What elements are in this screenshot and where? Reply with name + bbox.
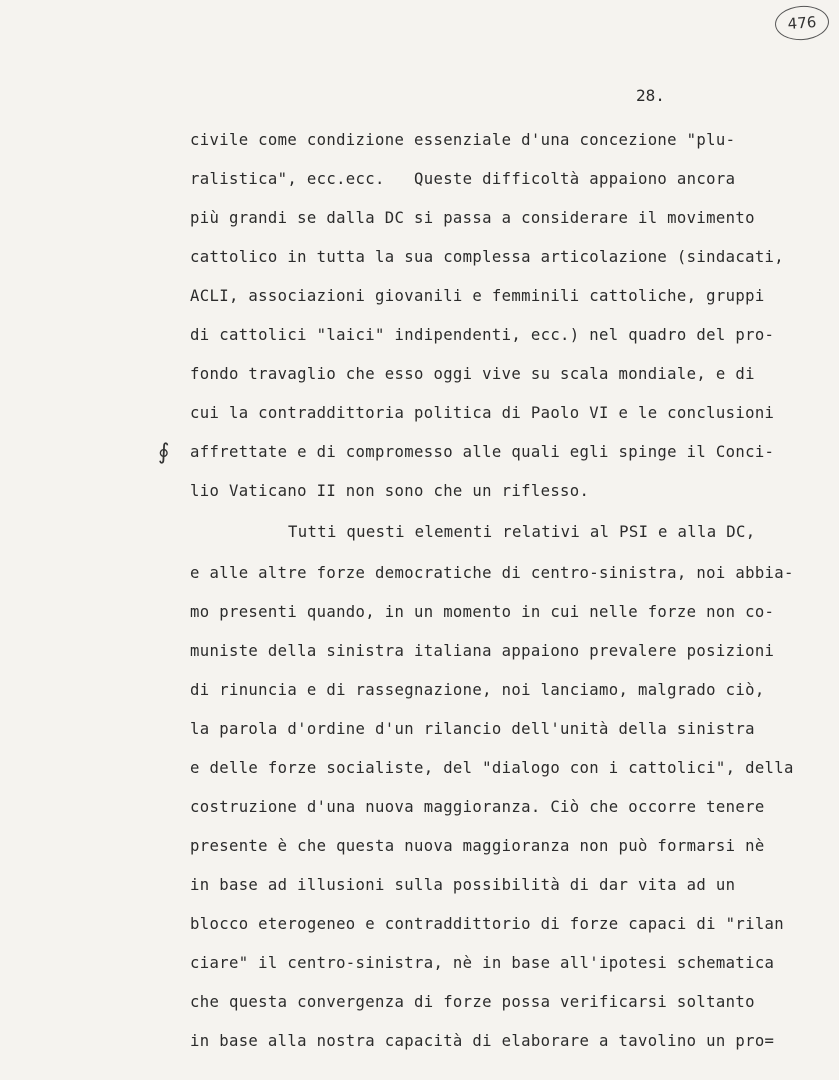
text-line: di cattolici "laici" indipendenti, ecc.) nel quadro del pro- <box>190 326 775 344</box>
text-line: ACLI, associazioni giovanili e femminili cattoliche, gruppi <box>190 287 765 305</box>
text-line: e alle altre forze democratiche di centro-sinistra, noi abbia- <box>190 564 794 582</box>
margin-annotation: ∮ <box>158 440 170 465</box>
text-line: fondo travaglio che esso oggi vive su scala mondiale, e di <box>190 365 755 383</box>
text-line: blocco eterogeneo e contraddittorio di forze capaci di "rilan <box>190 915 785 933</box>
text-line: costruzione d'una nuova maggioranza. Ciò che occorre tenere <box>190 798 765 816</box>
text-line: che questa convergenza di forze possa verificarsi soltanto <box>190 993 755 1011</box>
text-line: di rinuncia e di rassegnazione, noi lanciamo, malgrado ciò, <box>190 681 765 699</box>
text-line: in base alla nostra capacità di elaborare a tavolino un pro= <box>190 1032 775 1050</box>
text-line: muniste della sinistra italiana appaiono prevalere posizioni <box>190 642 775 660</box>
text-line: cattolico in tutta la sua complessa articolazione (sindacati, <box>190 248 785 266</box>
text-line: in base ad illusioni sulla possibilità di dar vita ad un <box>190 876 736 894</box>
text-line: più grandi se dalla DC si passa a considerare il movimento <box>190 209 755 227</box>
text-line: la parola d'ordine d'un rilancio dell'unità della sinistra <box>190 720 755 738</box>
text-line: lio Vaticano II non sono che un riflesso. <box>190 482 590 500</box>
text-line: mo presenti quando, in un momento in cui nelle forze non co- <box>190 603 775 621</box>
text-line: ciare" il centro-sinistra, nè in base all'ipotesi schematica <box>190 954 775 972</box>
text-line: ralistica", ecc.ecc. Queste difficoltà appaiono ancora <box>190 170 736 188</box>
text-line: cui la contraddittoria politica di Paolo VI e le conclusioni <box>190 404 775 422</box>
text-line: affrettate e di compromesso alle quali egli spinge il Conci- <box>190 443 775 461</box>
page-number: 28. <box>636 86 665 105</box>
text-line: e delle forze socialiste, del "dialogo con i cattolici", della <box>190 759 794 777</box>
archive-number-stamp: 476 <box>774 4 830 42</box>
text-line: civile come condizione essenziale d'una concezione "plu- <box>190 131 736 149</box>
text-line-indented: Tutti questi elementi relativi al PSI e alla DC, <box>288 523 756 541</box>
text-line: presente è che questa nuova maggioranza non può formarsi nè <box>190 837 765 855</box>
